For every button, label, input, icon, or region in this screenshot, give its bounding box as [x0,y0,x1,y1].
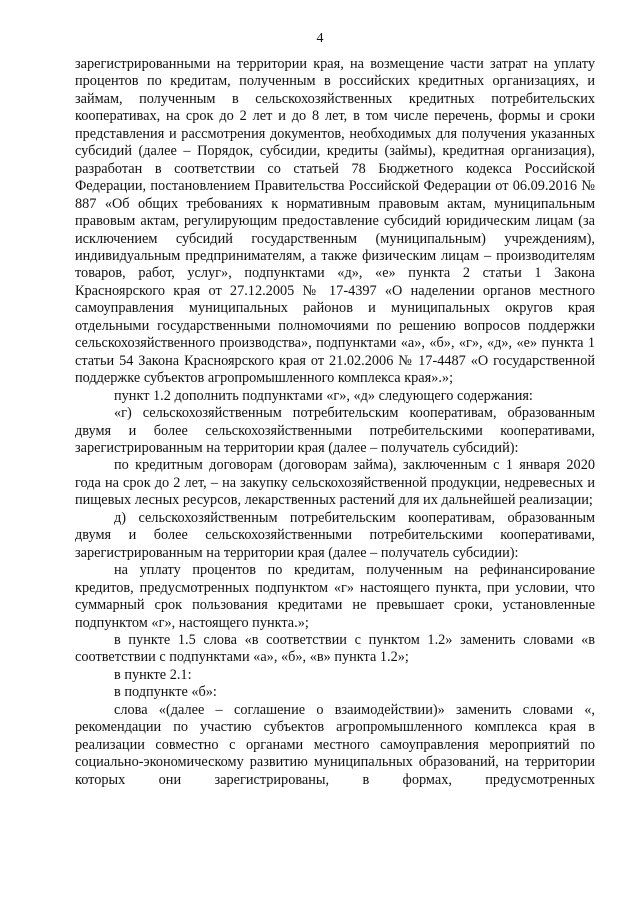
paragraph-amend-1-2: пункт 1.2 дополнить подпунктами «г», «д» следующего содержания: [114,387,533,404]
paragraph-amend-1-5: в пункте 1.5 слова «в соответствии с пунктом 1.2» заменить словами «в соответствии с подпунктами «а», «б», «в» пункта 1.2»; [75,631,595,666]
paragraph-point-2-1: в пункте 2.1: [114,666,192,683]
paragraph-continuation: зарегистрированными на территории края, на возмещение части затрат на уплату процентов по кредитам, полученным в российских кредитных организациях, и займам, полученным в сельскохозяйственных кредитных потребительских кооперативах, на срок до 2 лет и до 8 лет, в том числе перечень, формы и сроки представления и рассмотрения документов, необходимых для получения указанных субсидий (далее – Порядок, субсидии, кредиты (займы), кредитная организация), разработан в соответствии со статьей 78 Бюджетного кодекса Российской Федерации, постановлением Правительства Российской Федерации от 06.09.2016 № 887 «Об общих требованиях к нормативным правовым актам, муниципальным правовым актам, регулирующим предоставление субсидий юридическим лицам (за исключением субсидий государственным (муниципальным) учреждениям), индивидуальным предпринимателям, а также физическим лицам – производителям товаров, работ, услуг», подпунктами «д», «е» пункта 2 статьи 1 Закона Красноярского края от 27.12.2005 № 17-4397 «О наделении органов местного самоуправления муниципальных районов и муниципальных округов края отдельными государственными полномочиями по решению вопросов поддержки сельскохозяйственного производства», подпунктами «а», «б», «г», «д», «е» пункта 1 статьи 54 Закона Красноярского края от 21.02.2006 № 17-4487 «О государственной поддержке субъектов агропромышленного комплекса края».»; [75,56,595,387]
paragraph-subpoint-d: д) сельскохозяйственным потребительским кооперативам, образованным двумя и более сельскохозяйственными потребительскими кооперативами, зарегистрированным на территории края (далее – получатель субсидии): [75,509,595,561]
page-number: 4 [316,31,324,46]
paragraph-refinancing: на уплату процентов по кредитам, полученным на рефинансирование кредитов, предусмотренных подпунктом «г» настоящего пункта, при условии, что суммарный срок пользования кредитами не превышает сроки, установленные подпунктом «г», настоящего пункта.»; [75,562,595,631]
paragraph-subpoint-g: «г) сельскохозяйственным потребительским кооперативам, образованным двумя и более сельскохозяйственными потребительскими кооперативами, зарегистрированным на территории края (далее – получатель субсидий): [75,405,595,456]
paragraph-words-replace: слова «(далее – соглашение о взаимодействии)» заменить словами «, рекомендации по участию субъектов агропромышленного комплекса края в реализации совместно с органами местного самоуправления мероприятий по социально-экономическому развитию муниципальных образований, на территории которых они зарегистрированы, в формах, предусмотренных [75,701,595,788]
paragraph-subpoint-b: в подпункте «б»: [114,684,217,701]
document-body [75,56,595,789]
paragraph-loan-agreements: по кредитным договорам (договорам займа), заключенным с 1 января 2020 года на срок до 2 лет, – на закупку сельскохозяйственной продукции, недревесных и пищевых лесных ресурсов, лекарственных растений для их дальнейшей реализации; [75,457,595,509]
